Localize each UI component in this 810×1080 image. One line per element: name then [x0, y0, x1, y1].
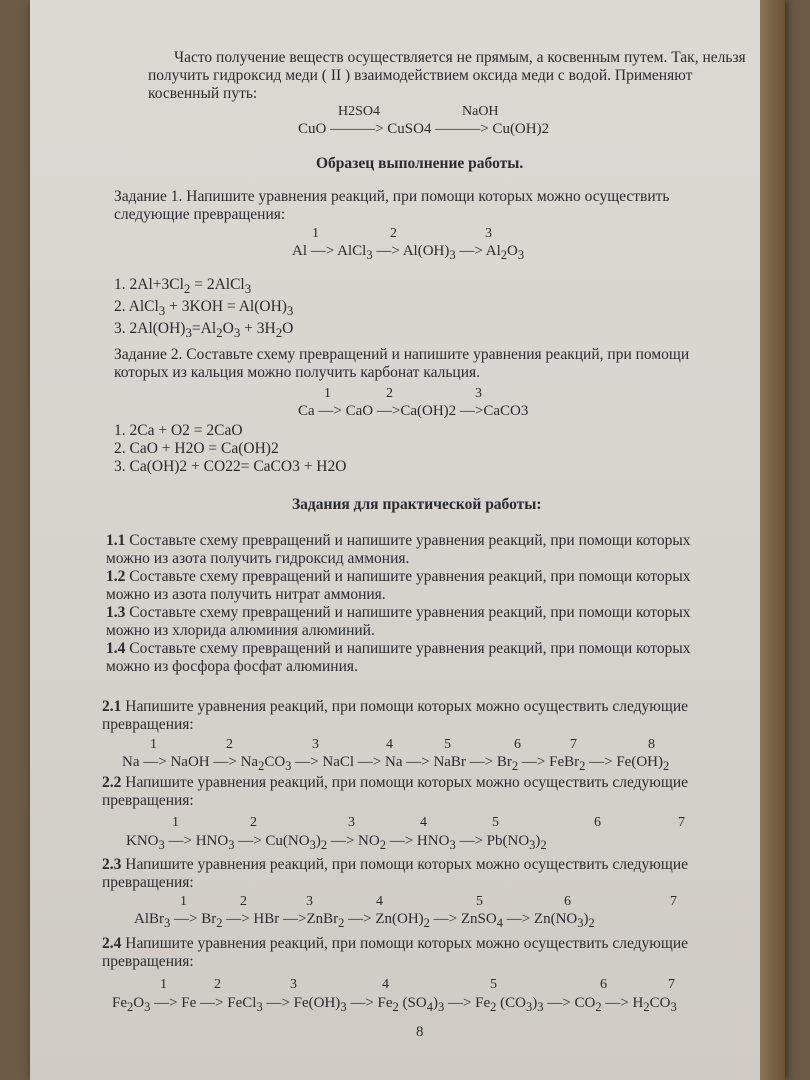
formula-part: —> H	[601, 995, 644, 1011]
task2-equations: 1. 2Ca + O2 = 2CaO 2. CaO + H2O = Ca(OH)2 3. Ca(OH)2 + CO22= CaCO3 + H2O	[114, 422, 347, 475]
task-2-2-text: 2.2 Напишите уравнения реакций, при помощи которых можно осуществить следующие превращения:	[102, 774, 688, 809]
formula-part: Fe	[112, 995, 127, 1011]
subscript: 3	[537, 1000, 544, 1014]
formula-part: )	[532, 995, 538, 1011]
formula-part: O	[133, 995, 145, 1011]
page-number: 8	[416, 1024, 424, 1040]
subscript: 2	[643, 1000, 650, 1014]
practical-heading: Задания для практической работы:	[292, 496, 542, 513]
task1-equations: 1. $2Al+3Cl_2$ = 2AlCl$_3$ 2. AlCl$_3$ + $3KOH = Al(OH)_3$ 3. $2Al(OH)_3=Al_2O_3 + 3H_2O$	[114, 276, 294, 341]
formula-part: )	[432, 995, 438, 1011]
subscript: 2	[392, 1000, 399, 1014]
practical-section-1: 1.1 Составьте схему превращений и напишите уравнения реакций, при помощи которых можно из азота получить гидроксид аммония. 1.2 Составьте схему превращений и напишите уравнения реакций, при помощи которых можно из азота получить нитрат аммония. 1.3 Составьте схему превращений и напишите уравнения реакций, при помощи которых можно из хлорида алюминия алюминий. 1.4 Составьте схему превращений и напишите уравнения реакций, при помощи которых можно из фосфора фосфат алюминия.	[106, 532, 691, 675]
subscript: 3	[144, 1000, 151, 1014]
task1-scheme: Al —> AlCl$_3$ —> $Al(OH)_3$ —> $Al_2O_3$	[292, 243, 525, 262]
sample-heading: Образец выполнение работы.	[316, 155, 524, 172]
task-2-1-scheme: Na —> NaOH —> $Na_2CO_3$ —> NaCl —> Na —> NaBr —> $Br_2$ —> FeBr$_2$ —> $Fe(OH)_2$	[122, 754, 670, 773]
subscript: 3	[340, 1000, 347, 1014]
task-2-4-text: 2.4 Напишите уравнения реакций, при помощи которых можно осуществить следующие превращения:	[102, 935, 688, 970]
document-page: Часто получение веществ осуществляется не прямым, а косвенным путем. Так, нельзя получить гидроксид меди ( II ) взаимодействием оксида меди с водой. Применяют косвенный путь: H2SO4 NaOH CuO ———> CuSO4 ———> Cu(OH)2 Образец выполнение работы. Задание 1. Напишите уравнения реакций, при помощи которых можно осуществить следующие превращения: 1 2 3 Al —> AlCl$_3$ —> $Al(OH)_3$ —> $Al_2O_3$ 1. $2Al+3Cl_2$ = 2AlCl$_3$ 2. AlCl$_3$ + $3KOH = Al(OH)_3$ 3. $2Al(OH)_3=Al_2O_3 + 3H_2O$ Задание 2. Составьте схему превращений и напишите уравнения реакций, при помощи которых из кальция можно получить карбонат кальция. 1 2 3 Ca —> CaO —>Ca(OH)2 —>CaCO3 1. 2Ca + O2 = 2CaO 2. CaO + H2O = Ca(OH)2 3. Ca(OH)2 + CO22= CaCO3 + H2O Задания для практической работы: 1.1 Составьте схему превращений и напишите уравнения реакций, при помощи которых можно из азота получить гидроксид аммония. 1.2 Составьте схему превращений и напишите уравнения реакций, при помощи которых можно из азота получить нитрат аммония. 1.3 Составьте схему превращений и напишите уравнения реакций, при помощи которых можно из хлорида алюминия алюминий. 1.4 Составьте схему превращений и напишите уравнения реакций, при помощи которых можно из фосфора фосфат алюминия. 2.1 Напишите уравнения реакций, при помощи которых можно осуществить следующие превращения: 1 2 3 4 5 6 7 8 Na —> NaOH —> $Na_2CO_3$ —> NaCl —> Na —> NaBr —> $Br_2$ —> FeBr$_2$ —> $Fe(OH)_2$ 2.2 Напишите уравнения реакций, при помощи которых можно осуществить следующие превращения: 1 2 3 4 5 6 7 $KNO_3$ —> $HNO_3$ —> $Cu(NO_3)_2$ —> $NO_2$ —> $HNO_3$ —> $Pb(NO_3)_2$ 2.3 Напишите уравнения реакций, при помощи которых можно осуществить следующие превращения: 1 2 3 4 5 6 7 AlBr$_3$ —> $Br_2$ —> HBr —>ZnBr$_2$ —> $Zn(OH)_2$ —> ZnSO$_4$ —> $Zn(NO_3)_2$ 2.4 Напишите уравнения реакций, при помощи которых можно осуществить следующие превращения: 1 2 3 4 5 6 7 $Fe_2O_3$ —> Fe —> FeCl$_3$ —> $Fe(OH)_3$ —> $Fe_2$ $(SO_4)_3$ —> $Fe_2$ $(CO_3)_3$ —> $CO_2$ —> $H_2CO_3$ 8	[30, 0, 785, 1080]
intro-reagent-1: H2SO4	[338, 104, 381, 119]
intro-paragraph: Часто получение веществ осуществляется не прямым, а косвенным путем. Так, нельзя получить гидроксид меди ( II ) взаимодействием оксида меди с водой. Применяют косвенный путь:	[148, 49, 746, 102]
subscript: 2	[595, 1000, 602, 1014]
task-2-3-scheme: AlBr$_3$ —> $Br_2$ —> HBr —>ZnBr$_2$ —> $Zn(OH)_2$ —> ZnSO$_4$ —> $Zn(NO_3)_2$	[134, 911, 595, 930]
task2-text: Задание 2. Составьте схему превращений и напишите уравнения реакций, при помощи которых из кальция можно получить карбонат кальция.	[114, 346, 690, 381]
page-edge-shadow	[760, 0, 785, 1080]
formula-part: (CO	[496, 995, 527, 1011]
task1-text: Задание 1. Напишите уравнения реакций, при помощи которых можно осуществить следующие превращения:	[114, 188, 670, 223]
task-2-3-text: 2.3 Напишите уравнения реакций, при помощи которых можно осуществить следующие превращения:	[102, 856, 688, 891]
intro-scheme: CuO ———> CuSO4 ———> Cu(OH)2	[298, 121, 550, 137]
formula-part: —> Fe	[346, 995, 393, 1011]
intro-reagent-2: NaOH	[462, 104, 499, 119]
subscript: 3	[670, 1000, 677, 1014]
subscript: 3	[256, 1000, 263, 1014]
formula-part: —> Fe —> FeCl	[150, 995, 257, 1011]
task-2-2-scheme: $KNO_3$ —> $HNO_3$ —> $Cu(NO_3)_2$ —> $NO_2$ —> $HNO_3$ —> $Pb(NO_3)_2$	[126, 833, 547, 852]
formula-part: (SO	[398, 995, 427, 1011]
formula-part: —> CO	[543, 995, 596, 1011]
task-2-1-text: 2.1 Напишите уравнения реакций, при помощи которых можно осуществить следующие превращения:	[102, 698, 688, 733]
formula-part: —> Fe	[444, 995, 491, 1011]
formula-part: CO	[649, 995, 671, 1011]
subscript: 3	[437, 1000, 445, 1014]
subscript: 2	[127, 1000, 134, 1014]
task-2-4-scheme	[112, 995, 677, 1015]
formula-part: —> Fe(OH)	[262, 995, 341, 1011]
task2-scheme: Ca —> CaO —>Ca(OH)2 —>CaCO3	[298, 403, 529, 419]
subscript: 3	[526, 1000, 533, 1014]
subscript: 2	[490, 1000, 497, 1014]
subscript: 4	[426, 1000, 433, 1014]
